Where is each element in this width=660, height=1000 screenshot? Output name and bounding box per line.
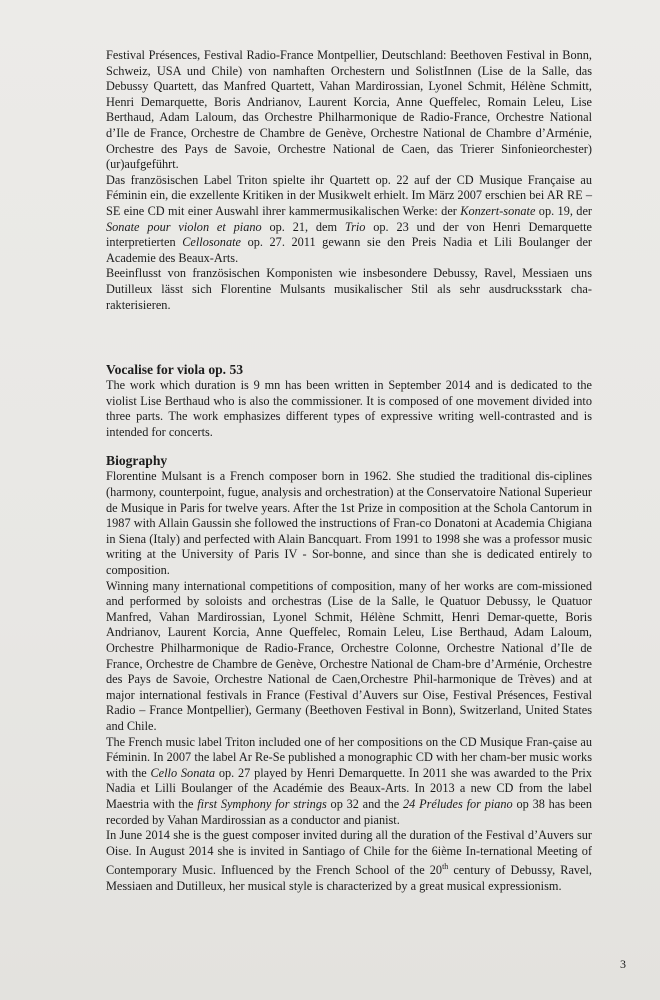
biography-paragraph: Florentine Mulsant is a French composer born in 1962. She studied the traditional dis-ciplines (harmony, counterpoint, fugue, analysis and orchestration) at the Conservatoire National Superieur de Musique in Paris for twelve years. After the 1st Prize in composition at the Schola Cantorum in 1987 with Allain Gaussin she followed the instructions of Fran-co Donatoni at Academia Chigiana in Siena (Italy) and perfected with Alain Bancquart. From 1991 to 1998 she was a professor music writing at the University of Paris IV - Sor-bonne, and since than she is dedicated entirely to composition. [106,469,592,578]
intro-paragraph: Das französischen Label Triton spielte ihr Quartett op. 22 auf der CD Musique Française au Féminin ein, die exzellente Kritiken in der Musikwelt erhielt. Im März 2007 erschien bei AR RE – SE eine CD mit einer Auswahl ihrer kammermusikalischen Werke: der Konzert-sonate op. 19, der Sonate pour violon et piano op. 21, dem Trio op. 23 und der von Henri Demarquette interpretierten Cellosonate op. 27. 2011 gewann sie den Preis Nadia et Lili Boulanger der Academie des Beaux-Arts. [106,172,593,265]
italic-title: first Symphony for strings [197,796,327,811]
italic-title: Sonate pour violon et piano [106,219,262,234]
italic-title: Cellosonate [182,235,241,250]
text-column [106,48,592,895]
vocalise-paragraph: The work which duration is 9 mn has been written in September 2014 and is dedicated to the violist Lise Berthaud who is also the commissioner. It is composed of one movement divided into three parts. The work emphasizes different types of expressive writing well-contrasted and is intended for concerts. [106,378,592,439]
italic-title: Konzert-sonate [460,203,536,218]
vocalise-section [106,361,592,440]
intro-paragraph: Beeinflusst von französischen Komponisten wie insbesondere Debussy, Ravel, Messiaen uns Dutilleux lässt sich Florentine Mulsants musikalischer Stil als sehr ausdrucksstark cha-rakterisieren. [106,266,592,312]
italic-title: Cello Sonata [150,765,216,780]
section-heading-biography: Biography [106,453,168,469]
page-number: 3 [620,957,626,971]
superscript: th [442,862,449,872]
intro-section [106,48,592,313]
biography-paragraph: In June 2014 she is the guest composer invited during all the duration of the Festival d’Auvers sur Oise. In August 2014 she is invited in Santiago of Chile for the 6ième In-ternational Meeting of Contemporary Music. Influenced by the French School of the 20th century of Debussy, Ravel, Messiaen and Dutilleux, her musical style is characterized by a great musical expressionism. [106,828,592,893]
italic-title: 24 Préludes for piano [403,796,513,811]
intro-paragraph: Festival Présences, Festival Radio-France Montpellier, Deutschland: Beethoven Festival in Bonn, Schweiz, USA und Chile) von namhaften Orchestern und SolistInnen (Lise de la Salle, das Debussy Quartett, das Manfred Quartett, Vahan Mardirossian, Lyonel Schmit, Hélène Schmitt, Henri Demarquette, Boris Andrianov, Laurent Korcia, Anne Queffelec, Romain Leleu, Lise Berthaud, Adam Laloum, das Orchestre Philharmonique de Radio-France, Orchestre National d’Ile de France, Orchestre de Chambre de Genève, Orchestre National de Chambre d’Arménie, Orchestre des Pays de Savoie, Orchestre National de Caen, das Trierer Sinfonieorchester) (ur)aufgeführt. [106,48,592,172]
section-heading-vocalise: Vocalise for viola op. 53 [106,362,244,378]
biography-paragraph: The French music label Triton included one of her compositions on the CD Musique Fran-çaise au Féminin. In 2007 the label Ar Re-Se published a monographic CD with her cham-ber music works with the Cello Sonata op. 27 played by Henri Demarquette. In 2011 she was awarded to the Prix Nadia et Lilli Boulanger of the Académie des Beaux-Arts. In 2013 a new CD from the label Maestria with the first Symphony for strings op 32 and the 24 Préludes for piano op 38 has been recorded by Vahan Mardirossian as a conductor and pianist. [106,734,593,827]
biography-paragraph: Winning many international competitions of composition, many of her works are com-missioned and performed by soloists and orchestras (Lise de la Salle, le Quatuor Debussy, le Quatuor Manfred, Vahan Mardirossian, Lyonel Schmit, Hélène Schmitt, Henri Demar-quette, Boris Andrianov, Laurent Korcia, Anne Queffelec, Romain Leleu, Lise Berthaud, Adam Laloum, Orchestre Philharmonique de Radio-France, Orchestre Colonne, Orchestre National d’Ile de France, Orchestre de Chambre de Genève, Orchestre National de Cham-bre d’Arménie, Orchestre des Pays de Savoie, Orchestre National de Caen,Orchestre Phil-harmonique de Trèves) and at major international festivals in France (Festival d’Auvers sur Oise, Festival Présences, Festival Radio – France Montpellier), Germany (Beethoven Festival in Bonn), Switzerland, United States and Chile. [106,578,592,733]
biography-section [106,452,592,894]
italic-title: Trio [344,219,366,234]
